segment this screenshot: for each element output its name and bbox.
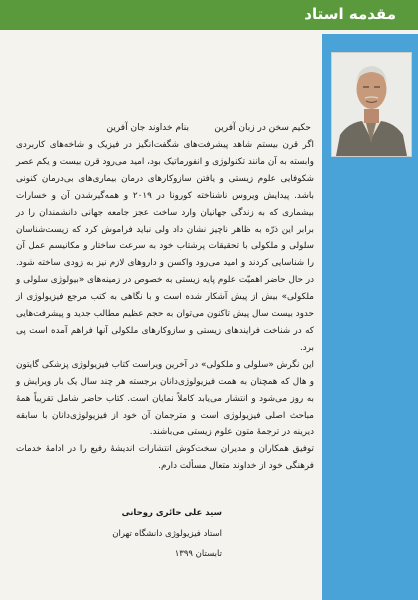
bismillah-line xyxy=(16,120,314,137)
paragraph-3: توفیق همکاران و مدیران سخت‌کوش انتشارات اندیشهٔ رفیع را در ادامهٔ خدمات فرهنگی خود از خداوند متعال مسألت دارم. xyxy=(16,444,314,472)
preface-text xyxy=(16,120,314,475)
paragraph-1: اگر قرن بیستم شاهد پیشرفت‌های شگفت‌انگیز در فیزیک و شاخه‌های کاربردی وابسته به آن مانند تکنولوژی و انفورماتیک بود، امید می‌رود قرن بیست و یکم عصر شکوفایی علوم زیستی و یافتن سازوکارهای درمان بیماری‌های بی‌درمان کنونی باشد. پیدایش ویروس ناشناخته کورونا در ۲۰۱۹ و همه‌گیرشدن آن و خسارات بیشماری که به زندگی جهانیان وارد ساخت عجز جامعه جهانی دانشمندان را در برابر این ذرّه به ظاهر ناچیز نشان داد ولی نباید فراموش کرد که زیست‌شناسان سلولی و ملکولی با تحقیقات پرشتاب خود به سرعت ساختار و مکانیسم عمل آن را شناسایی کردند و امید می‌رود واکسن و داروهای لازم نیز به زودی ساخته شود. در حال حاضر اهمیّت علوم پایه زیستی به خصوص در زمینه‌های «بیولوژی سلولی و ملکولی» بیش از پیش آشکار شده است و با نگاهی به کتب مرجع فیزیولوژی از حدود بیست سال پیش تاکنون می‌توان به حجم عظیم مطالب جدید و پیشرفت‌هایی که در شناخت فرایندهای زیستی و سازوکارهای ملکولی آنها فراهم آمده است پی برد. xyxy=(16,140,314,353)
bismillah-part-1: بنام خداوند جان آفرین xyxy=(106,123,189,133)
bismillah-part-2: حکیم سخن در زبان آفرین xyxy=(214,123,311,133)
author-photo xyxy=(331,52,412,157)
header-bar xyxy=(0,0,418,30)
page-title: مقدمه استاد xyxy=(304,5,396,23)
signature-title: استاد فیزیولوژی دانشگاه تهران xyxy=(112,528,222,539)
signature-name: سید علی حائری روحانی xyxy=(121,508,222,518)
signature-block xyxy=(112,503,222,565)
paragraph-2: این نگرش «سلولی و ملکولی» در آخرین ویراست کتاب فیزیولوژی پزشکی گایتون و هال که همچنان به همت فیزیولوژی‌دانان برجسته هر چند سال یک بار ویرایش و به روز می‌شود و انتشار می‌یابد کاملاً نمایان است. کتاب حاضر شامل تقریباً همهٔ مباحث اصلی فیزیولوژی است و مترجمان آن خود از فیزیولوژی‌دانان با سابقه دیرینه در ترجمهٔ متون علوم زیستی می‌باشند. xyxy=(16,359,314,438)
signature-date: تابستان ۱۳۹۹ xyxy=(174,549,222,559)
